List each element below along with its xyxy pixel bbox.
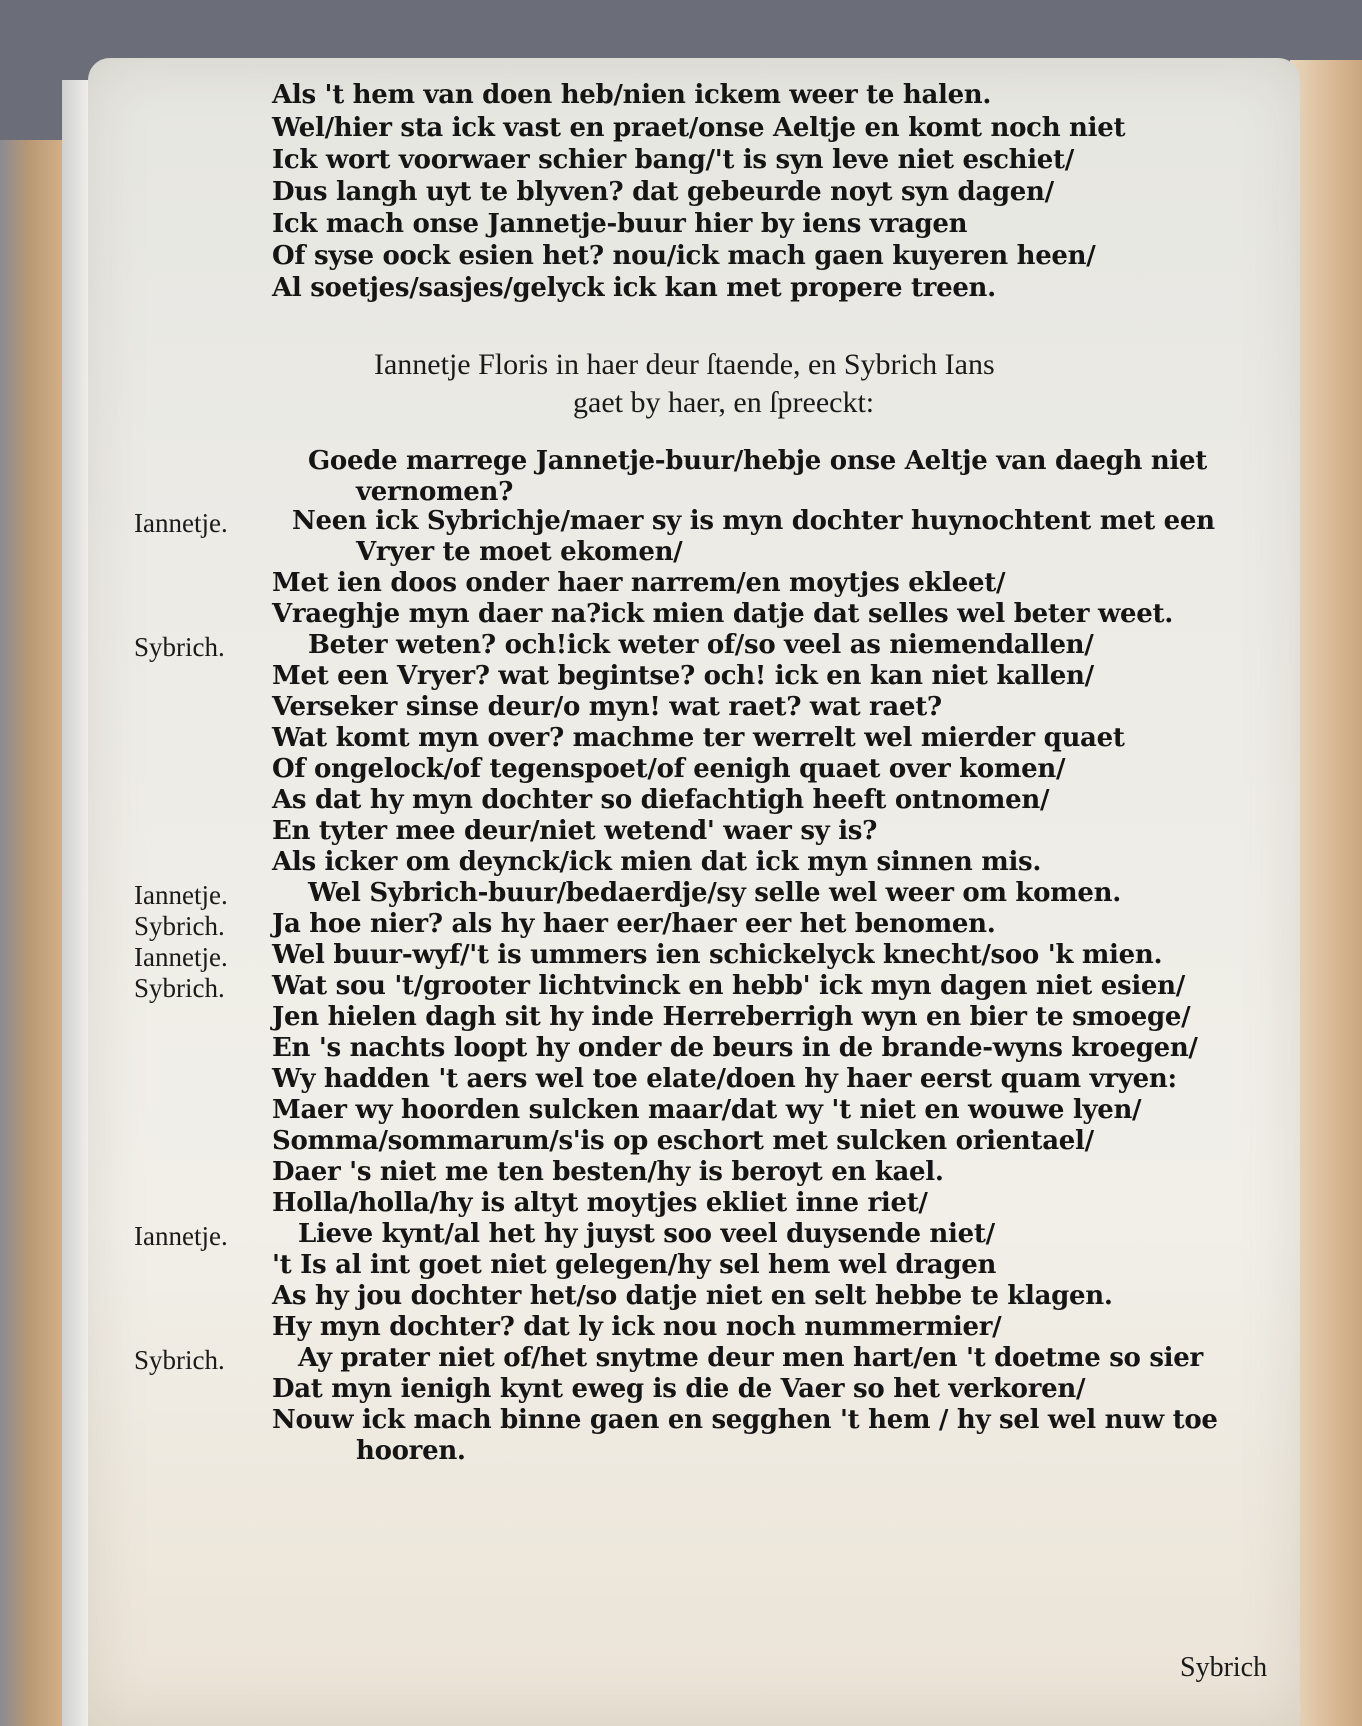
dialogue-line: Vryer te moet ekomen/ [356,537,683,567]
speaker-label: Sybrich. [134,632,225,662]
dialogue-line: Ay prater niet of/het snytme deur men hart/en 't doetme so sier [298,1343,1203,1373]
dialogue-line: Vraeghje myn daer na?ick mien datje dat selles wel beter weet. [272,599,1173,629]
verse-line: Ick wort voorwaer schier bang/'t is syn leve niet eschiet/ [272,145,1074,175]
verse-line: Ick mach onse Jannetje-buur hier by iens vragen [272,209,968,239]
dialogue-line: Wat komt myn over? machme ter werrelt wel mierder quaet [272,723,1125,753]
dialogue-line: Lieve kynt/al het hy juyst soo veel duysende niet/ [298,1219,995,1249]
speaker-label: Iannetje. [134,942,228,972]
dialogue-line: Met ien doos onder haer narrem/en moytjes ekleet/ [272,568,1006,598]
dialogue-line: Goede marrege Jannetje-buur/hebje onse Aeltje van daegh niet [308,446,1208,476]
scene-heading-line: gaet by haer, en ſpreeckt: [573,386,875,419]
verse-line: Als 't hem van doen heb/nien ickem weer te halen. [272,80,992,110]
verse-line: Wel/hier sta ick vast en praet/onse Aeltje en komt noch niet [272,113,1126,143]
speaker-label: Iannetje. [134,880,228,910]
dialogue-line: Wel buur-wyf/'t is ummers ien schickelyck knecht/soo 'k mien. [272,940,1163,970]
dialogue-line: Als icker om deynck/ick mien dat ick myn sinnen mis. [272,847,1042,877]
dialogue-line: Ja hoe nier? als hy haer eer/haer eer het benomen. [272,909,996,939]
dialogue-line: Jen hielen dagh sit hy inde Herreberrigh wyn en bier te smoege/ [272,1002,1191,1032]
book-cover-right [1290,60,1362,1726]
dialogue-line: As hy jou dochter het/so datje niet en selt hebbe te klagen. [272,1281,1113,1311]
dialogue-line: vernomen? [356,477,514,507]
dialogue-line: Nouw ick mach binne gaen en segghen 't hem / hy sel wel nuw toe [272,1405,1218,1435]
speaker-label: Sybrich. [134,1345,225,1375]
verse-line: Al soetjes/sasjes/gelyck ick kan met propere treen. [272,273,996,303]
speaker-label: Sybrich. [134,973,225,1003]
dialogue-line: Neen ick Sybrichje/maer sy is myn dochter huynochtent met een [292,506,1215,536]
dialogue-line: Holla/holla/hy is altyt moytjes ekliet inne riet/ [272,1188,928,1218]
dialogue-line: Maer wy hoorden sulcken maar/dat wy 't niet en wouwe lyen/ [272,1095,1142,1125]
dialogue-line: Verseker sinse deur/o myn! wat raet? wat raet? [272,692,942,722]
dialogue-line: Wat sou 't/grooter lichtvinck en hebb' ick myn dagen niet esien/ [272,971,1185,1001]
dialogue-line: Wy hadden 't aers wel toe elate/doen hy haer eerst quam vryen: [272,1064,1177,1094]
book-spine-left [0,140,70,1726]
dialogue-line: Dat myn ienigh kynt eweg is die de Vaer so het verkoren/ [272,1374,1086,1404]
speaker-label: Iannetje. [134,1221,228,1251]
book-page [88,58,1300,1726]
dialogue-line: En 's nachts loopt hy onder de beurs in de brande-wyns kroegen/ [272,1033,1198,1063]
dialogue-line: As dat hy myn dochter so diefachtigh heeft ontnomen/ [272,785,1050,815]
dialogue-line: Daer 's niet me ten besten/hy is beroyt en kael. [272,1157,944,1187]
dialogue-line: Somma/sommarum/s'is op eschort met sulcken orientael/ [272,1126,1094,1156]
dialogue-line: En tyter mee deur/niet wetend' waer sy is? [272,816,878,846]
scene-heading-line: Iannetje Floris in haer deur ſtaende, en Sybrich Ians [374,348,995,381]
dialogue-line: hooren. [356,1436,466,1466]
dialogue-line: 't Is al int goet niet gelegen/hy sel hem wel dragen [272,1250,997,1280]
dialogue-line: Wel Sybrich-buur/bedaerdje/sy selle wel weer om komen. [308,878,1121,908]
dialogue-line: Hy myn dochter? dat ly ick nou noch nummermier/ [272,1312,1002,1342]
dialogue-line: Met een Vryer? wat begintse? och! ick en kan niet kallen/ [272,661,1094,691]
speaker-label: Sybrich. [134,911,225,941]
speaker-label: Iannetje. [134,508,228,538]
dialogue-line: Beter weten? och!ick weter of/so veel as niemendallen/ [308,630,1094,660]
verse-line: Of syse oock esien het? nou/ick mach gaen kuyeren heen/ [272,241,1096,271]
dialogue-line: Of ongelock/of tegenspoet/of eenigh quaet over komen/ [272,754,1066,784]
verse-line: Dus langh uyt te blyven? dat gebeurde noyt syn dagen/ [272,177,1054,207]
catchword: Sybrich [1180,1652,1268,1683]
